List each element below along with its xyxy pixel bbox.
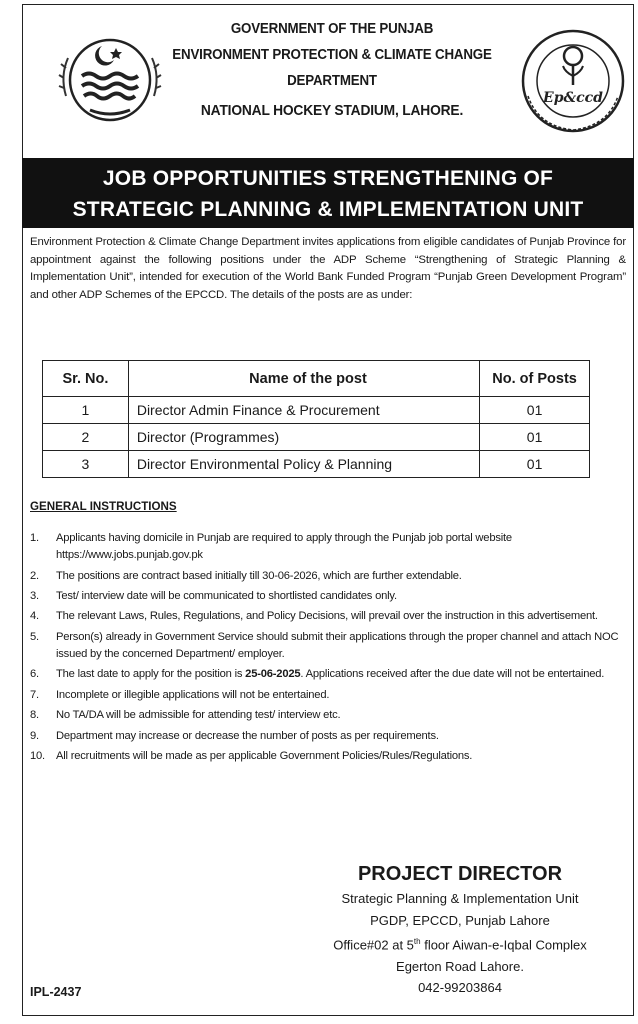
item-number: 10. bbox=[30, 749, 45, 762]
general-instructions-heading: GENERAL INSTRUCTIONS bbox=[30, 500, 177, 513]
intro-paragraph: Environment Protection & Climate Change Department invites applications from eligible candidates of Punjab Province for appointment against the following positions under the ADP Scheme “Strengthening of Strategic Planning & Implementation Unit”, intended for execution of the World Bank Funded Program “Punjab Green Development Program” and other ADP Schemes of the EPCCD. The details of the posts are as under: bbox=[30, 236, 626, 301]
row-posts: 01 bbox=[480, 424, 590, 451]
row-sr: 1 bbox=[43, 397, 129, 424]
gov-line-3: DEPARTMENT bbox=[287, 73, 377, 89]
header-post-name: Name of the post bbox=[128, 361, 479, 397]
office-post: floor Aiwan-e-Iqbal Complex bbox=[420, 937, 587, 953]
item-text: The relevant Laws, Rules, Regulations, and Policy Decisions, will prevail over the instruction in this advertisement. bbox=[56, 610, 598, 623]
list-item bbox=[30, 568, 620, 585]
row-posts: 01 bbox=[480, 451, 590, 478]
item-text-after: . Applications received after the due date will not be entertained. bbox=[300, 668, 605, 681]
item-text: Person(s) already in Government Service should submit their applications through the proper channel and attach NOC issued by the concerned Department/ employer. bbox=[56, 630, 619, 660]
signatory-office bbox=[290, 931, 630, 956]
row-post-name: Director Admin Finance & Procurement bbox=[128, 397, 479, 424]
epccd-logo bbox=[518, 26, 628, 136]
office-pre: Office#02 at 5 bbox=[333, 937, 414, 953]
last-date: 25-06-2025 bbox=[245, 668, 301, 681]
list-item bbox=[30, 608, 620, 625]
item-text: Applicants having domicile in Punjab are required to apply through the Punjab job portal website bbox=[56, 532, 512, 544]
signatory-phone: 042-99203864 bbox=[418, 980, 502, 996]
office-sup: th bbox=[413, 937, 421, 946]
list-item bbox=[30, 707, 620, 724]
signatory-title: PROJECT DIRECTOR bbox=[357, 863, 563, 885]
item-number: 7. bbox=[30, 688, 39, 701]
job-banner bbox=[22, 158, 634, 228]
item-number: 8. bbox=[30, 709, 39, 722]
table-row bbox=[43, 397, 590, 424]
signatory-program: PGDP, EPCCD, Punjab Lahore bbox=[370, 912, 550, 928]
list-item bbox=[30, 530, 620, 564]
banner-line-1: JOB OPPORTUNITIES STRENGTHENING OF bbox=[102, 167, 554, 190]
list-item bbox=[30, 666, 620, 683]
item-text: Department may increase or decrease the number of posts as per requirements. bbox=[56, 729, 439, 742]
item-number: 9. bbox=[30, 729, 39, 742]
list-item bbox=[30, 687, 620, 704]
list-item bbox=[30, 728, 620, 745]
signatory-unit: Strategic Planning & Implementation Unit bbox=[341, 891, 579, 906]
header-sr-no: Sr. No. bbox=[43, 361, 129, 397]
item-text: The positions are contract based initially till 30-06-2026, which are further extendable. bbox=[56, 569, 462, 582]
row-posts: 01 bbox=[480, 397, 590, 424]
item-number: 5. bbox=[30, 630, 39, 643]
item-number: 1. bbox=[30, 532, 39, 544]
gov-line-1: GOVERNMENT OF THE PUNJAB bbox=[230, 21, 434, 37]
table-row bbox=[43, 424, 590, 451]
list-item bbox=[30, 629, 620, 663]
item-text: Incomplete or illegible applications will not be entertained. bbox=[56, 688, 330, 701]
row-sr: 2 bbox=[43, 424, 129, 451]
item-number: 4. bbox=[30, 610, 39, 623]
header bbox=[22, 4, 634, 158]
row-post-name: Director (Programmes) bbox=[128, 424, 479, 451]
table-header-row bbox=[43, 361, 590, 397]
posts-table bbox=[42, 360, 590, 478]
list-item bbox=[30, 588, 620, 605]
ipl-number: IPL-2437 bbox=[30, 985, 82, 999]
row-sr: 3 bbox=[43, 451, 129, 478]
signatory-road: Egerton Road Lahore. bbox=[396, 958, 524, 974]
signature-block bbox=[290, 860, 630, 999]
department-address: NATIONAL HOCKEY STADIUM, LAHORE. bbox=[200, 102, 464, 119]
instructions-list bbox=[30, 530, 620, 768]
job-portal-link[interactable]: https://www.jobs.punjab.gov.pk bbox=[56, 549, 203, 562]
row-post-name: Director Environmental Policy & Planning bbox=[128, 451, 479, 478]
item-number: 3. bbox=[30, 589, 39, 602]
header-no-of-posts: No. of Posts bbox=[480, 361, 590, 397]
table-row bbox=[43, 451, 590, 478]
item-text: All recruitments will be made as per applicable Government Policies/Rules/Regulations. bbox=[56, 749, 473, 762]
item-text-before: The last date to apply for the position is bbox=[56, 668, 246, 681]
gov-line-2: ENVIRONMENT PROTECTION & CLIMATE CHANGE bbox=[172, 47, 492, 63]
banner-line-2: STRATEGIC PLANNING & IMPLEMENTATION UNIT bbox=[72, 198, 584, 221]
item-text: Test/ interview date will be communicated to shortlisted candidates only. bbox=[56, 589, 397, 602]
item-number: 6. bbox=[30, 668, 39, 681]
item-text: No TA/DA will be admissible for attending test/ interview etc. bbox=[56, 709, 341, 722]
department-title bbox=[142, 16, 522, 124]
list-item bbox=[30, 748, 620, 765]
item-number: 2. bbox=[30, 569, 39, 582]
epccd-logo-text: Ep&ccd bbox=[543, 90, 603, 106]
